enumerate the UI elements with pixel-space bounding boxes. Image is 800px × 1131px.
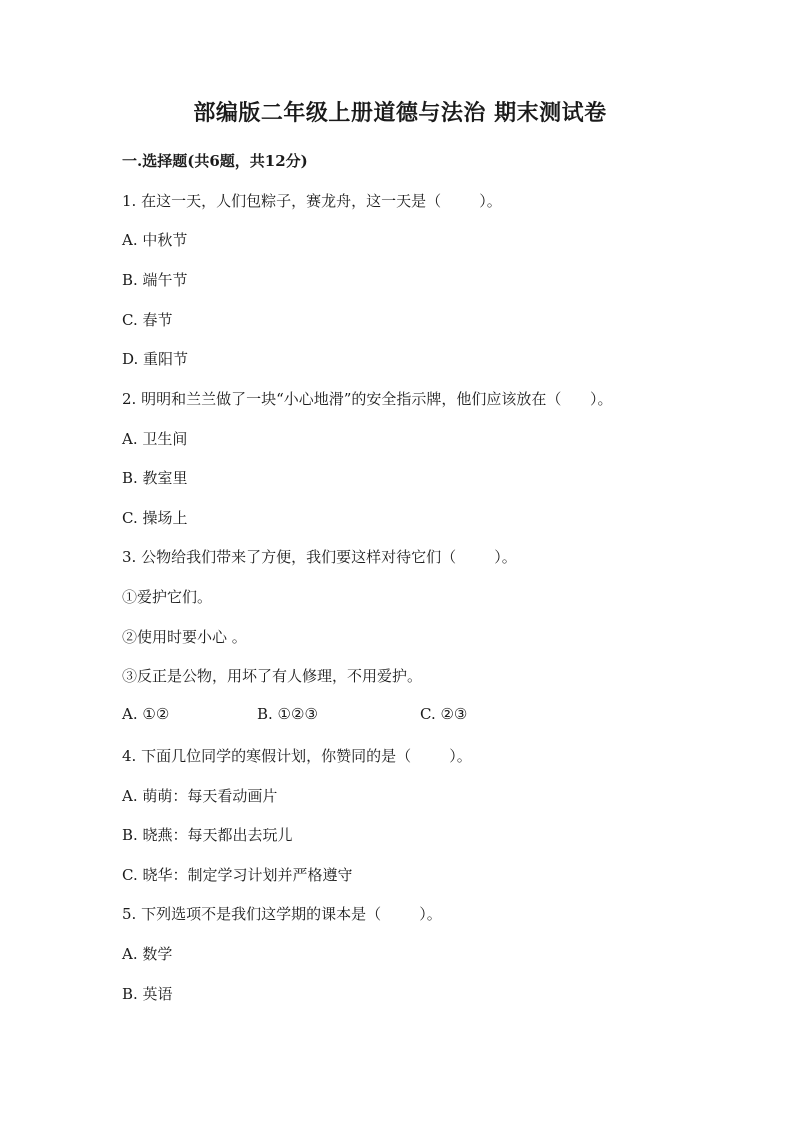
question-5-option-b: B. 英语 xyxy=(122,985,173,1003)
question-3-statement-2: ②使用时要小心 。 xyxy=(122,628,247,646)
question-2-option-c: C. 操场上 xyxy=(122,509,188,527)
question-1-option-a: A. 中秋节 xyxy=(122,231,188,249)
question-4-stem: 4. 下面几位同学的寒假计划，你赞同的是（ ）。 xyxy=(122,747,472,765)
question-1-option-b: B. 端午节 xyxy=(122,271,188,289)
question-3-option-c: C. ②③ xyxy=(420,705,468,723)
question-2-stem: 2. 明明和兰兰做了一块“小心地滑”的安全指示牌，他们应该放在（ ）。 xyxy=(122,390,613,408)
question-3-option-a: A. ①② xyxy=(122,705,170,723)
page-title: 部编版二年级上册道德与法治 期末测试卷 xyxy=(193,100,607,126)
question-1-option-c: C. 春节 xyxy=(122,311,173,329)
question-4-option-a: A. 萌萌：每天看动画片 xyxy=(122,787,278,805)
question-5-stem: 5. 下列选项不是我们这学期的课本是（ ）。 xyxy=(122,905,442,923)
question-2-option-b: B. 教室里 xyxy=(122,469,188,487)
question-4-option-c: C. 晓华：制定学习计划并严格遵守 xyxy=(122,866,353,884)
question-1-stem: 1. 在这一天，人们包粽子，赛龙舟，这一天是（ ）。 xyxy=(122,192,502,210)
question-1-option-d: D. 重阳节 xyxy=(122,350,189,368)
section-heading: 一.选择题(共6题，共12分) xyxy=(122,152,308,170)
question-4-option-b: B. 晓燕：每天都出去玩儿 xyxy=(122,826,293,844)
question-2-option-a: A. 卫生间 xyxy=(122,430,188,448)
question-3-statement-1: ①爱护它们。 xyxy=(122,588,213,606)
question-3-option-b: B. ①②③ xyxy=(257,705,318,723)
question-3-statement-3: ③反正是公物，用坏了有人修理，不用爱护。 xyxy=(122,667,423,685)
question-3-stem: 3. 公物给我们带来了方便，我们要这样对待它们（ ）。 xyxy=(122,548,517,566)
question-5-option-a: A. 数学 xyxy=(122,945,173,963)
